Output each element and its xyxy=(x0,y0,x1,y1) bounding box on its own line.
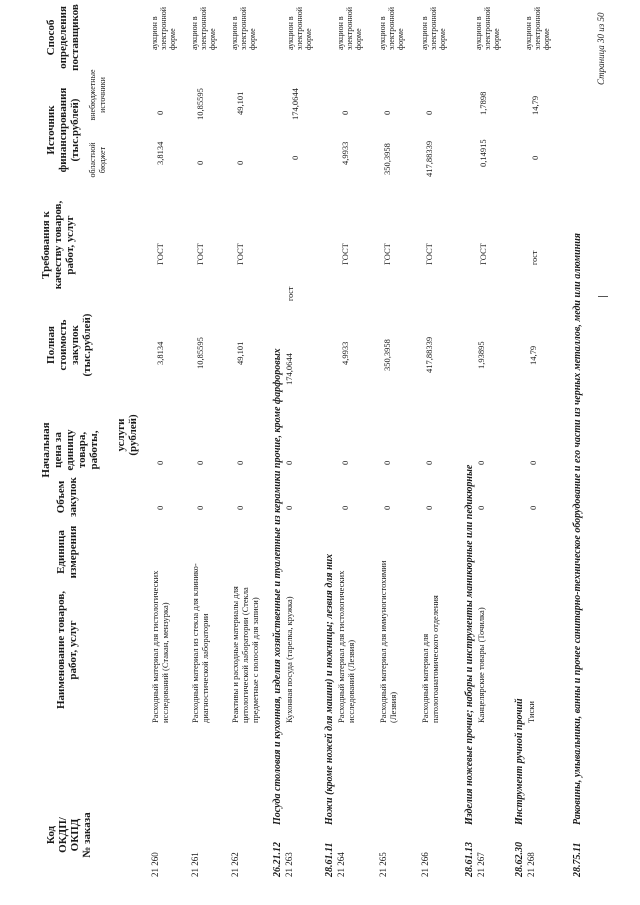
row-number: 21 267 xyxy=(476,852,486,877)
header-code-line: Код xyxy=(45,825,57,845)
row-regional: 4,9933 xyxy=(340,141,350,165)
header-code-line: № заказа xyxy=(81,812,93,858)
row-extra: 14,79 xyxy=(530,95,540,115)
row-requirement: ГОСТ xyxy=(195,243,205,265)
row-regional: 350,3958 xyxy=(382,143,392,175)
row-number: 21 264 xyxy=(336,852,346,877)
row-price: 0 xyxy=(382,460,392,465)
row-price: 0 xyxy=(155,460,165,465)
row-price: 0 xyxy=(528,460,538,465)
row-volume: 0 xyxy=(284,505,294,510)
row-method: аукцион в электронной форме xyxy=(378,6,405,50)
row-total: 14,79 xyxy=(528,345,538,365)
row-regional: 0 xyxy=(195,160,205,165)
header-code xyxy=(45,795,93,875)
row-name: Расходный материал для патологоанатомического отделения xyxy=(420,595,440,723)
row-method: аукцион в электронной форме xyxy=(524,6,551,50)
header-unit: Единица измерения xyxy=(55,525,79,579)
section-code: 26.21.12 xyxy=(272,842,283,877)
section-code: 28.62.30 xyxy=(514,842,525,877)
row-method: аукцион в электронной форме xyxy=(190,6,217,50)
header-method: Способ определения поставщиков xyxy=(45,4,81,71)
row-number: 21 268 xyxy=(526,852,536,877)
header-requirements: Требования к качеству товаров, работ, услуг xyxy=(40,200,76,290)
row-total: 350,3958 xyxy=(382,339,392,371)
section-title: Посуда столовая и кухонная, изделия хозяйственные и туалетные из керамики прочие, кроме фарфоровых xyxy=(272,348,283,825)
header-unit-price-sub: услуги (рублей) xyxy=(115,414,139,456)
row-regional: 0 xyxy=(290,155,300,160)
page-number: Страница 30 из 50 xyxy=(596,12,606,85)
row-volume: 0 xyxy=(382,505,392,510)
row-volume: 0 xyxy=(235,505,245,510)
row-method: аукцион в электронной форме xyxy=(336,6,363,50)
row-volume: 0 xyxy=(476,505,486,510)
row-extra: 0 xyxy=(382,110,392,115)
row-price: 0 xyxy=(476,460,486,465)
row-requirement: гост xyxy=(530,250,539,265)
header-funding: Источник финансирования (тыс.рублей) xyxy=(45,87,81,173)
row-method: аукцион в электронной форме xyxy=(420,6,447,50)
section-title: Раковины, умывальники, ванны и прочее санитарно-техническое оборудование и его части из черных металлов, меди или алюминия xyxy=(572,233,583,825)
row-number: 21 266 xyxy=(420,852,430,877)
row-number: 21 265 xyxy=(378,852,388,877)
section-title: Изделия ножевые прочие; наборы и инструменты маникюрные или педикюрные xyxy=(464,464,475,825)
row-total: 3,8134 xyxy=(155,341,165,365)
section-code: 28.75.11 xyxy=(572,842,583,877)
row-price: 0 xyxy=(284,460,294,465)
row-method: аукцион в электронной форме xyxy=(230,6,257,50)
row-regional: 0 xyxy=(530,155,540,160)
section-title: Инструмент ручной прочий xyxy=(514,698,525,825)
header-name: Наименование товаров, работ, услуг xyxy=(55,590,79,710)
row-total: 174,0644 xyxy=(284,353,294,385)
row-volume: 0 xyxy=(528,505,538,510)
row-extra: 0 xyxy=(340,110,350,115)
row-extra: 0 xyxy=(155,110,165,115)
row-name: Кухонная посуда (тарелка, кружка) xyxy=(284,596,294,723)
row-volume: 0 xyxy=(195,505,205,510)
header-code-line: ОКДП/ xyxy=(57,817,69,853)
row-name: Канцелярские товары (Точилка) xyxy=(476,607,486,723)
row-requirement: ГОСТ xyxy=(155,243,165,265)
row-name: Расходный материал для гистологических исследований (Лезвия) xyxy=(336,570,356,723)
row-extra: 1,7898 xyxy=(478,91,488,115)
row-method: аукцион в электронной форме xyxy=(150,6,177,50)
row-price: 0 xyxy=(235,460,245,465)
row-price: 0 xyxy=(424,460,434,465)
row-volume: 0 xyxy=(155,505,165,510)
row-extra: 0 xyxy=(424,110,434,115)
header-funding-regional: областной бюджет xyxy=(88,142,107,178)
row-regional: 0,14915 xyxy=(478,139,488,167)
row-requirement: ГОСТ xyxy=(382,243,392,265)
divider xyxy=(598,296,608,297)
row-name: Расходный материал для гистологических исследований (Стакан, мензурка) xyxy=(150,570,170,723)
row-extra: 10,85595 xyxy=(195,88,205,120)
row-name: Реактивы и расходные материалы для цитологической лаборатории (Стекла предметные с полосой для записи) xyxy=(230,586,260,723)
row-extra: 49,101 xyxy=(235,91,245,115)
row-requirement: ГОСТ xyxy=(340,243,350,265)
row-total: 1,93895 xyxy=(476,341,486,369)
header-funding-extra: внебюджетные источники xyxy=(88,69,107,121)
row-method: аукцион в электронной форме xyxy=(286,6,313,50)
row-number: 21 260 xyxy=(150,852,160,877)
row-requirement: гост xyxy=(286,286,295,301)
section-code: 28.61.11 xyxy=(324,842,335,877)
section-code: 28.61.13 xyxy=(464,842,475,877)
row-total: 4,9933 xyxy=(340,341,350,365)
row-number: 21 261 xyxy=(190,852,200,877)
header-unit-price: Начальная цена за единицу товара, работы, xyxy=(40,422,100,478)
row-total: 10,85595 xyxy=(195,337,205,369)
row-price: 0 xyxy=(340,460,350,465)
row-method: аукцион в электронной форме xyxy=(474,6,501,50)
row-requirement: ГОСТ xyxy=(424,243,434,265)
header-total: Полная стоимость закупок (тыс.рублей) xyxy=(45,313,93,377)
row-requirement: ГОСТ xyxy=(478,243,488,265)
row-volume: 0 xyxy=(424,505,434,510)
row-name: Расходный материал для иммуногистохимии (Лезвия) xyxy=(378,560,398,723)
row-regional: 0 xyxy=(235,160,245,165)
header-code-line: ОКПД xyxy=(69,818,81,852)
row-number: 21 263 xyxy=(284,852,294,877)
row-number: 21 262 xyxy=(230,852,240,877)
row-extra: 174,0644 xyxy=(290,88,300,120)
row-regional: 417,88339 xyxy=(424,140,434,177)
row-regional: 3,8134 xyxy=(155,141,165,165)
row-name: Расходный материал из стекла для клинико-диагностической лаборатории xyxy=(190,563,210,723)
row-total: 417,88339 xyxy=(424,336,434,373)
row-name: Тиски xyxy=(526,701,536,723)
row-requirement: ГОСТ xyxy=(235,243,245,265)
row-price: 0 xyxy=(195,460,205,465)
row-volume: 0 xyxy=(340,505,350,510)
row-total: 49,101 xyxy=(235,341,245,365)
section-title: Ножи (кроме ножей для машин) и ножницы; лезвия для них xyxy=(324,553,335,825)
header-volume: Объем закупок xyxy=(55,477,79,517)
